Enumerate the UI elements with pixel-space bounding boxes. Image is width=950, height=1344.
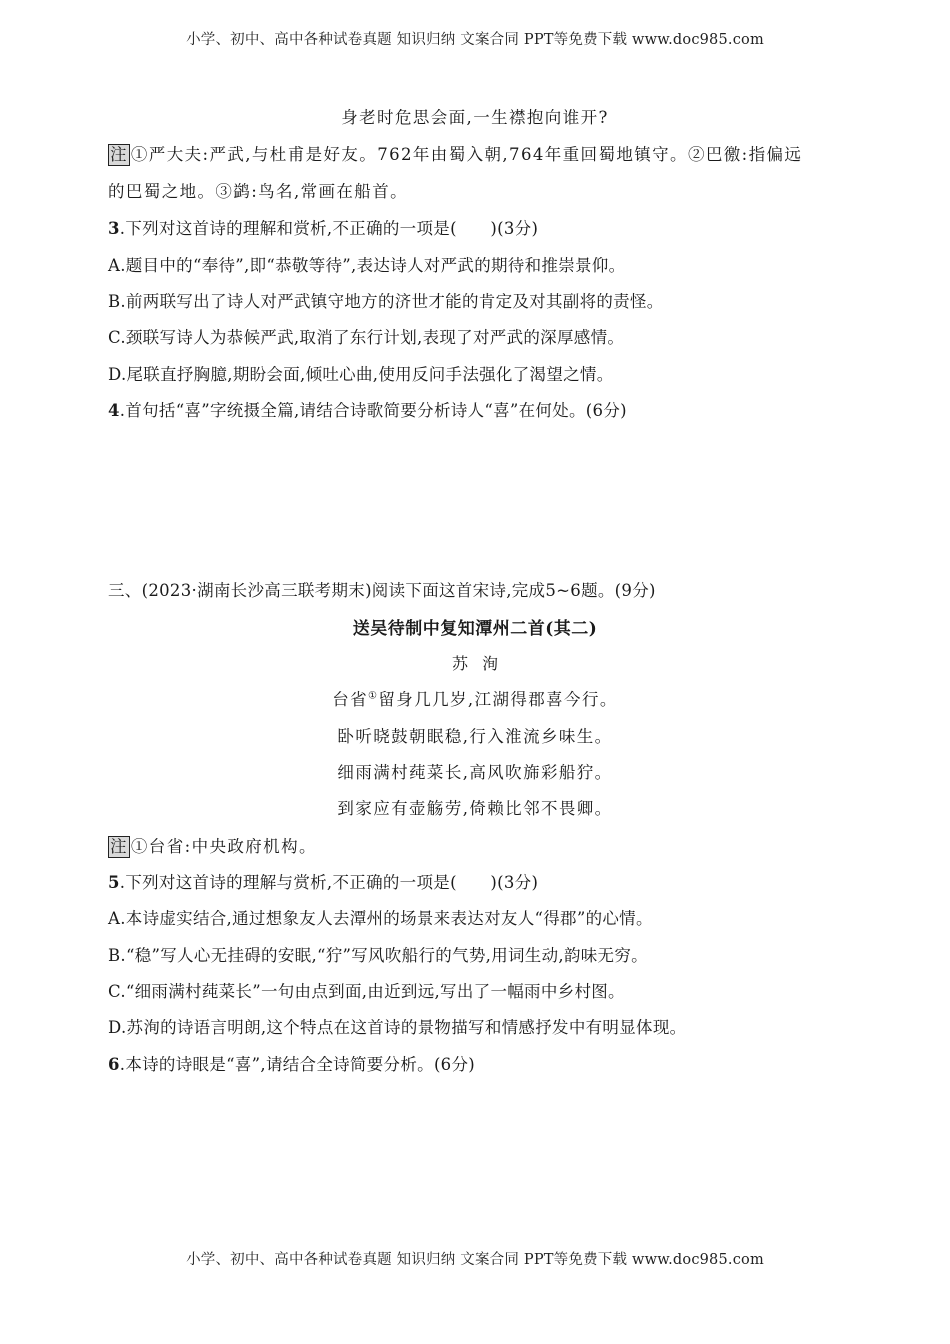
poem2-line-2: 卧听晓鼓朝眠稳,行入淮流乡味生。: [337, 727, 613, 746]
question-5: [108, 869, 538, 893]
question-5-stem: .下列对这首诗的理解与赏析,不正确的一项是( )(3分): [119, 873, 539, 892]
question-6: [108, 1051, 475, 1075]
question-5-option-c: C.“细雨满村莼菜长”一句由点到面,由近到远,写出了一幅雨中乡村图。: [108, 982, 625, 1001]
question-3-option-c: C.颈联写诗人为恭候严武,取消了东行计划,表现了对严武的深厚感情。: [108, 328, 625, 347]
poem2-note-text: ①台省:中央政府机构。: [130, 837, 317, 856]
poem2-line-4: 到家应有壶觞劳,倚赖比邻不畏卿。: [337, 799, 613, 818]
question-5-option-a: A.本诗虚实结合,通过想象友人去潭州的场景来表达对友人“得郡”的心情。: [108, 909, 653, 928]
poem2-line-1-part-a: 台省: [332, 690, 369, 709]
poem1-last-line: 身老时危思会面,一生襟抱向谁开?: [341, 108, 609, 127]
question-5-option-d: D.苏洵的诗语言明朗,这个特点在这首诗的景物描写和情感抒发中有明显体现。: [108, 1018, 687, 1037]
question-6-number: 6: [108, 1055, 120, 1074]
poem1-note-line1: ①严大夫:严武,与杜甫是好友。762年由蜀入朝,764年重回蜀地镇守。②巴徼:指偏远: [130, 145, 803, 164]
question-4: [108, 397, 627, 421]
question-5-number: 5: [108, 873, 120, 892]
question-3-number: 3: [108, 219, 120, 238]
poem1-note-line2: 的巴蜀之地。③鹢:鸟名,常画在船首。: [108, 182, 409, 201]
question-3-stem: .下列对这首诗的理解和赏析,不正确的一项是( )(3分): [119, 219, 539, 238]
page-footer: 小学、初中、高中各种试卷真题 知识归纳 文案合同 PPT等免费下载 www.doc985.com: [186, 1252, 764, 1268]
poem2-line-3: 细雨满村莼菜长,高风吹旆彩船狞。: [337, 763, 613, 782]
question-4-number: 4: [108, 401, 120, 420]
page-header: 小学、初中、高中各种试卷真题 知识归纳 文案合同 PPT等免费下载 www.doc985.com: [186, 32, 764, 48]
question-3-option-d: D.尾联直抒胸臆,期盼会面,倾吐心曲,使用反问手法强化了渴望之情。: [108, 365, 614, 384]
note-label: 注: [110, 837, 128, 856]
poem2-note: [108, 833, 317, 858]
question-3: [108, 215, 538, 239]
question-4-stem: .首句括“喜”字统摄全篇,请结合诗歌简要分析诗人“喜”在何处。(6分): [119, 401, 627, 420]
poem2-line-1: [0, 686, 950, 710]
poem2-line-1-part-b: 留身几几岁,江湖得郡喜今行。: [378, 690, 618, 709]
note-label: 注: [110, 145, 128, 164]
poem2-author: 苏洵: [451, 654, 512, 673]
question-5-option-b: B.“稳”写人心无挂碍的安眠,“狞”写风吹船行的气势,用词生动,韵味无穷。: [108, 946, 648, 965]
question-3-option-b: B.前两联写出了诗人对严武镇守地方的济世才能的肯定及对其副将的责怪。: [108, 292, 664, 311]
poem1-note: [108, 141, 802, 166]
section-3-heading: 三、(2023·湖南长沙高三联考期末)阅读下面这首宋诗,完成5~6题。(9分): [108, 581, 656, 600]
question-3-option-a: A.题目中的“奉待”,即“恭敬等待”,表达诗人对严武的期待和推崇景仰。: [108, 256, 626, 275]
question-6-stem: .本诗的诗眼是“喜”,请结合全诗简要分析。(6分): [119, 1055, 476, 1074]
footnote-marker: ①: [368, 690, 379, 702]
poem2-title: 送吴待制中复知潭州二首(其二): [352, 619, 598, 639]
